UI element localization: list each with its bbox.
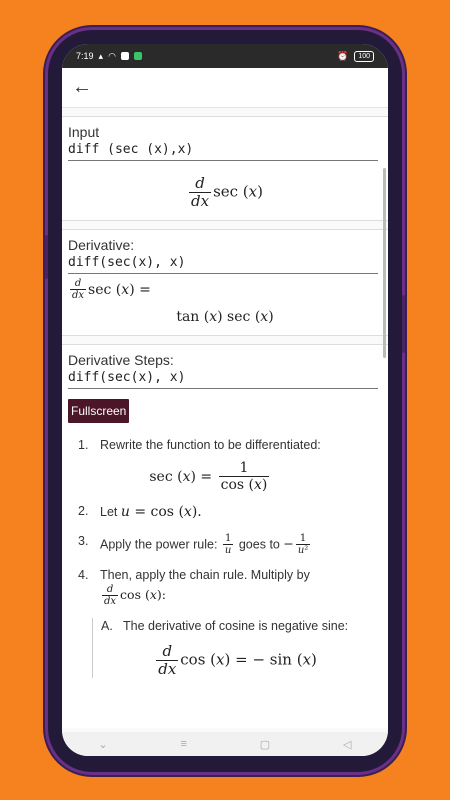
input-math: $\frac{d}{dx}$ sec (x) (191, 174, 263, 210)
scrollbar[interactable] (383, 168, 386, 358)
step4-math: $\frac{d}{dx}$ cos (x): (104, 584, 166, 608)
derivative-result-math: tan (x) sec (x) (176, 309, 274, 326)
home-icon[interactable]: ▢ (259, 738, 271, 751)
list-item: A. The derivative of cosine is negative sine: $\frac{d}{dx}$ cos (x) = − sin (x) (101, 618, 349, 678)
substep-list (92, 618, 382, 678)
list-item: 3. Apply the power rule: $\frac{1}{u}$ goes to − $\frac{1}{\text{u²}}$ (68, 533, 382, 557)
app-bar (62, 68, 388, 108)
step2-math: u = cos (x). (120, 504, 202, 521)
back-icon[interactable]: ◁ (343, 738, 352, 751)
phone-side-button-right (402, 295, 405, 353)
status-time: 7:19 (76, 51, 94, 61)
steps-list (68, 437, 382, 678)
substepA-math: $\frac{d}{dx}$ cos (x) = − sin (x) (158, 642, 317, 678)
list-item: 2. Let u = cos (x). (78, 504, 202, 521)
system-nav-bar (62, 732, 388, 756)
battery-indicator: 100 (354, 51, 374, 62)
alarm-icon: ⏰ (337, 50, 349, 61)
steps-card (62, 344, 388, 728)
list-item: 1. Rewrite the function to be differentiated: sec (x) = $\frac{1}{\cos (x)}$ (78, 438, 321, 494)
input-label: Input (68, 124, 100, 140)
derivative-lhs-math: $\frac{d}{dx}$ sec (x) = (72, 277, 151, 301)
message-icon (121, 52, 129, 60)
derivative-label: Derivative: (68, 236, 135, 253)
status-bar (62, 44, 388, 68)
wifi-icon: ◠ (108, 50, 116, 61)
step3-frac-b: − $\frac{1}{\text{u²}}$ (283, 532, 309, 556)
app-screen (62, 44, 388, 756)
derivative-code: diff(sec(x), x) (68, 253, 378, 274)
signal-icon: ▴ (98, 50, 104, 61)
whatsapp-icon (134, 52, 142, 60)
input-code: diff (sec (x),x) (68, 140, 378, 161)
list-item: 4. Then, apply the chain rule. Multiply by $\frac{d}{dx}$ cos (x): (78, 567, 310, 608)
steps-code: diff(sec(x), x) (68, 368, 378, 389)
main-content (62, 108, 388, 728)
step3-frac-a: $\frac{1}{u}$ (224, 533, 232, 557)
phone-side-button-left (45, 235, 48, 279)
derivative-card (62, 229, 388, 337)
chevron-down-icon[interactable]: ⌄ (98, 738, 108, 751)
fullscreen-button[interactable]: Fullscreen (68, 399, 129, 423)
step1-math: sec (x) = $\frac{1}{\cos (x)}$ (149, 459, 268, 494)
input-card (62, 116, 388, 221)
menu-icon[interactable]: ≡ (180, 738, 187, 750)
steps-label: Derivative Steps: (68, 352, 174, 369)
back-arrow-icon[interactable]: ← (72, 76, 92, 98)
